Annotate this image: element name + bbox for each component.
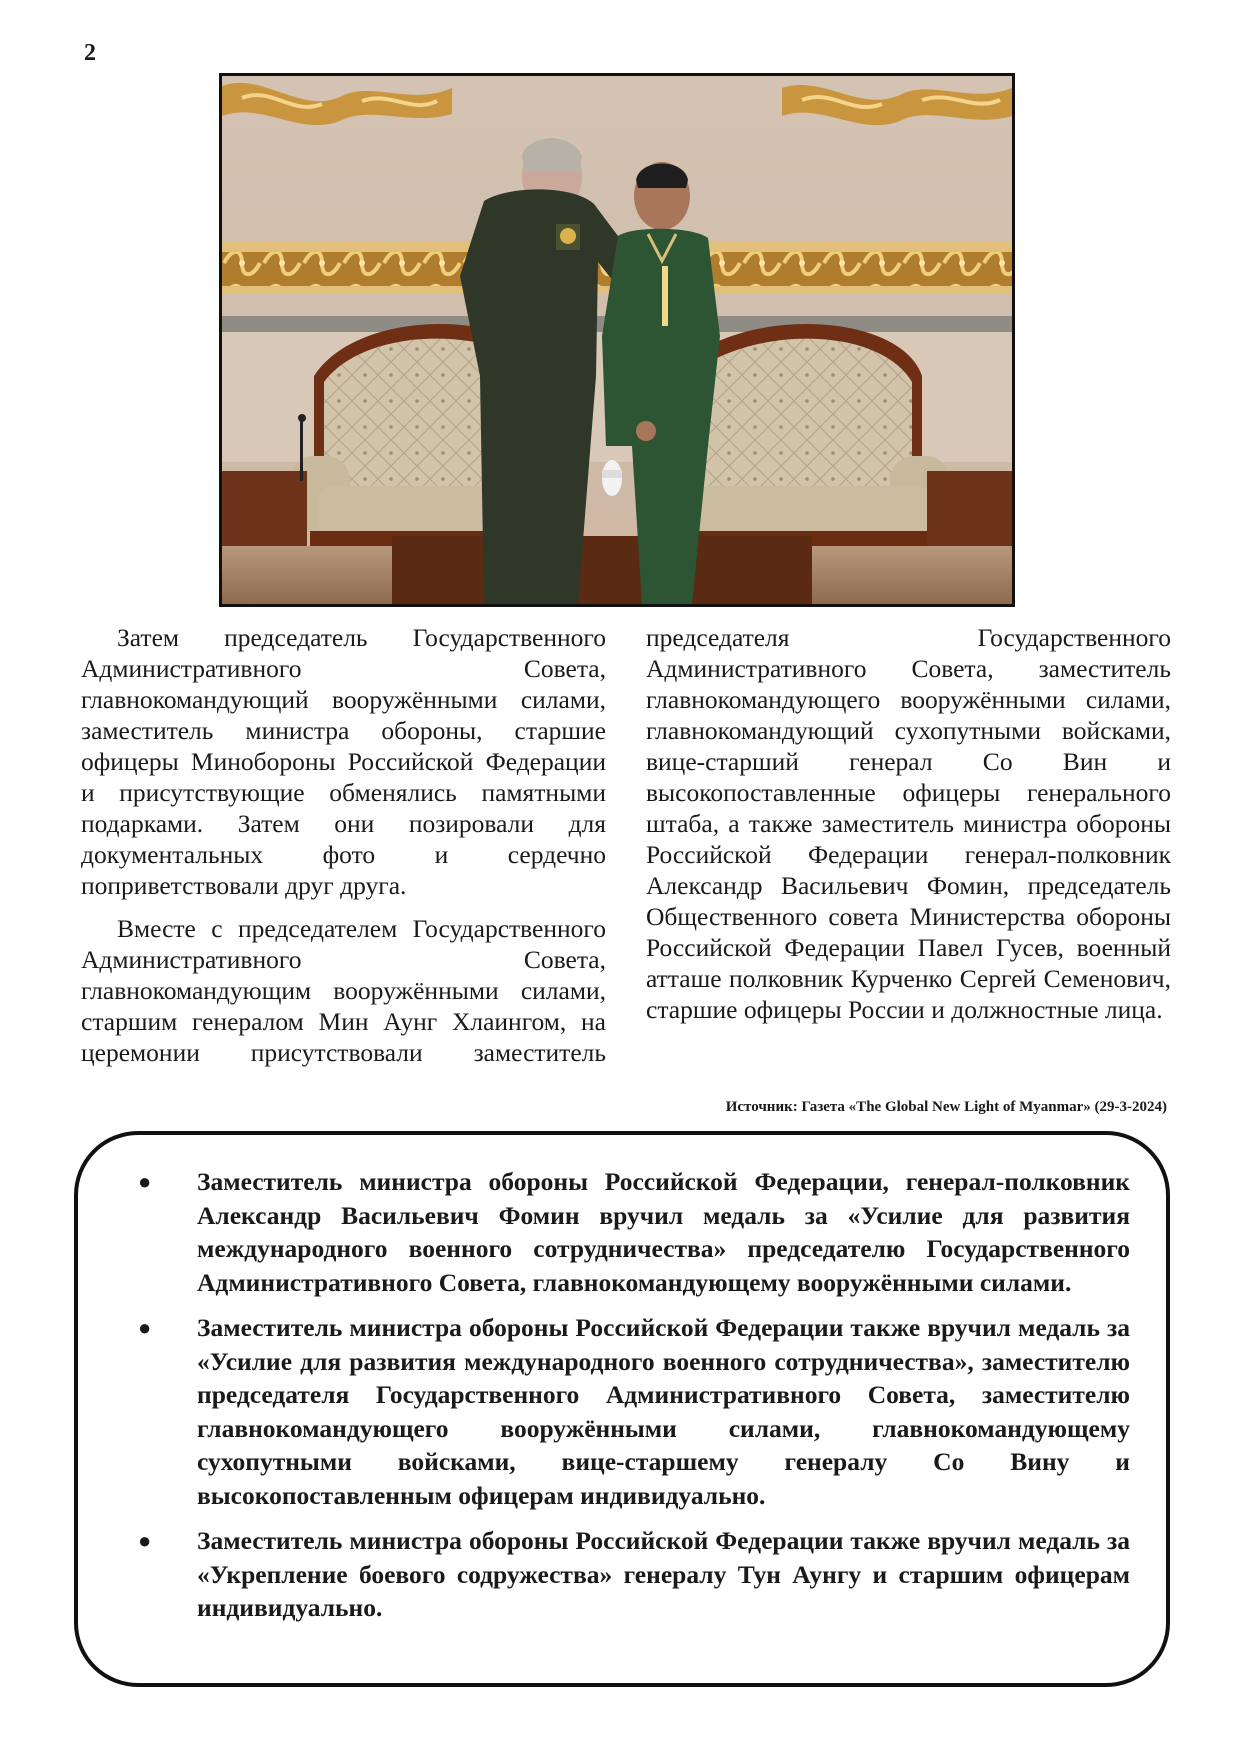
summary-box (74, 1131, 1170, 1687)
article-paragraph-2: Вместе с председателем Государственного Административного Совета, главнокомандующим вооружёнными силами, старшим генералом Мин Аунг Хлаингом, на церемонии присутствовали заместитель председателя Государственного Административного Совета, заместитель главнокомандующего вооружёнными силами, главнокомандующий сухопутными войсками, вице-старший генерал Со Вин и высокопоставленные офицеры генерального штаба, а также заместитель министра обороны Российской Федерации генерал-полковник Александр Васильевич Фомин, председатель Общественного совета Министерства обороны Российской Федерации Павел Гусев, военный атташе полковник Курченко Сергей Семенович, старшие офицеры России и должностные лица. (81, 623, 1171, 1067)
summary-item-text: Заместитель министра обороны Российской Федерации также вручил медаль за «Усилие для развития международного военного сотрудничества», заместителю председателя Государственного Административного Совета, заместителю главнокомандующего вооружёнными силами, главнокомандующему сухопутными войсками, вице-старшему генералу Со Вину и высокопоставленным офицерам индивидуально. (197, 1313, 1130, 1510)
source-citation: Источник: Газета «The Global New Light of Myanmar» (29-3-2024) (725, 1099, 1167, 1115)
page-number: 2 (84, 40, 96, 66)
summary-list (106, 1165, 1130, 1625)
summary-item-3 (106, 1524, 1130, 1625)
ceremony-photo (219, 73, 1015, 607)
summary-item-text: Заместитель министра обороны Российской Федерации, генерал-полковник Александр Васильевич Фомин вручил медаль за «Усилие для развития международного военного сотрудничества» председателю Государственного Административного Совета, главнокомандующему вооружёнными силами. (197, 1167, 1130, 1297)
bullet-icon: ● (138, 1169, 152, 1194)
bullet-icon: ● (138, 1528, 152, 1553)
summary-item-1 (106, 1165, 1130, 1299)
ceremony-photo-illustration (222, 76, 1012, 604)
article-paragraph-1: Затем председатель Государственного Административного Совета, главнокомандующий вооружёнными силами, заместитель министра обороны, старшие офицеры Минобороны Российской Федерации и присутствующие обменялись памятными подарками. Затем они позировали для документальных фото и сердечно поприветствовали друг друга. (81, 623, 606, 900)
article-body (81, 622, 1171, 1096)
summary-item-2 (106, 1311, 1130, 1512)
summary-item-text: Заместитель министра обороны Российской Федерации также вручил медаль за «Укрепление боевого содружества» генералу Тун Аунгу и старшим офицерам индивидуально. (197, 1526, 1130, 1622)
bullet-icon: ● (138, 1315, 152, 1340)
